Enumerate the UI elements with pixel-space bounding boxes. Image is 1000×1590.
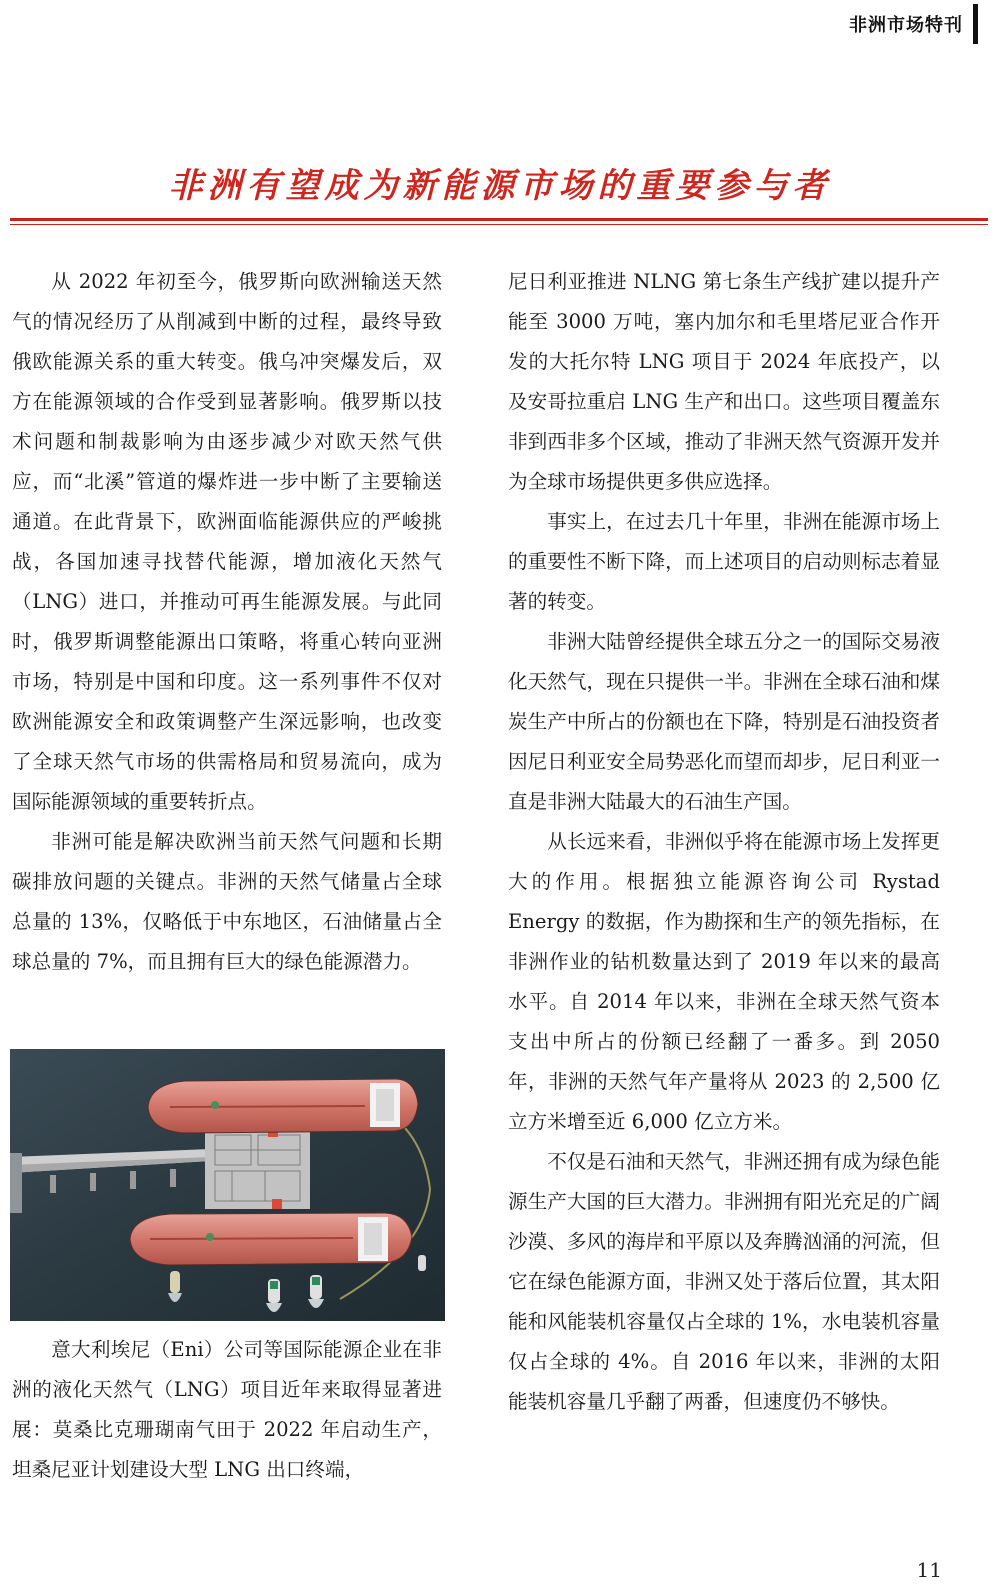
paragraph: 从 2022 年初至今，俄罗斯向欧洲输送天然气的情况经历了从削减到中断的过程，最终导致俄欧能源关系的重大转变。俄乌冲突爆发后，双方在能源领域的合作受到显著影响。俄罗斯以技术问题和制裁影响为由逐步减少对欧天然气供应，而“北溪”管道的爆炸进一步中断了主要输送通道。在此背景下，欧洲面临能源供应的严峻挑战，各国加速寻找替代能源，增加液化天然气（LNG）进口，并推动可再生能源发展。与此同时，俄罗斯调整能源出口策略，将重心转向亚洲市场，特别是中国和印度。这一系列事件不仅对欧洲能源安全和政策调整产生深远影响，也改变了全球天然气市场的供需格局和贸易流向，成为国际能源领域的重要转折点。 [12, 270, 442, 813]
paragraph-continued: 尼日利亚推进 NLNG 第七条生产线扩建以提升产能至 3000 万吨，塞内加尔和毛里塔尼亚合作开发的大托尔特 LNG 项目于 2024 年底投产，以及安哥拉重启 LNG 生产和出口。这些项目覆盖东非到西非多个区域，推动了非洲天然气资源开发并为全球市场提供更多供应选择。 [508, 270, 940, 493]
section-label: 非洲市场特刊 [849, 15, 963, 36]
paragraph: 从长远来看，非洲似乎将在能源市场上发挥更大的作用。根据独立能源咨询公司 Rystad Energy 的数据，作为勘探和生产的领先指标，在非洲作业的钻机数量达到了 2019 年以来的最高水平。自 2014 年以来，非洲在全球天然气资本支出中所占的份额已经翻了一番多。到 2050 年，非洲的天然气年产量将从 2023 的 2,500 亿立方米增至近 6,000 亿立方米。 [508, 830, 940, 1133]
header-bar-divider [973, 4, 978, 44]
paragraph: 非洲可能是解决欧洲当前天然气问题和长期碳排放问题的关键点。非洲的天然气储量占全球总量的 13%，仅略低于中东地区，石油储量占全球总量的 7%，而且拥有巨大的绿色能源潜力。 [12, 830, 442, 973]
paragraph: 不仅是石油和天然气，非洲还拥有成为绿色能源生产大国的巨大潜力。非洲拥有阳光充足的广阔沙漠、多风的海岸和平原以及奔腾汹涌的河流，但它在绿色能源方面，非洲又处于落后位置，其太阳能和风能装机容量仅占全球的 1%，水电装机容量仅占全球的 4%。自 2016 年以来，非洲的太阳能装机容量几乎翻了两番，但速度仍不够快。 [508, 1150, 940, 1413]
title-rule-thin [10, 224, 988, 225]
paragraph: 非洲大陆曾经提供全球五分之一的国际交易液化天然气，现在只提供一半。非洲在全球石油和煤炭生产中所占的份额也在下降，特别是石油投资者因尼日利亚安全局势恶化而望而却步，尼日利亚一直是非洲大陆最大的石油生产国。 [508, 630, 940, 813]
title-rule-thick [10, 218, 988, 221]
paragraph: 意大利埃尼（Eni）公司等国际能源企业在非洲的液化天然气（LNG）项目近年来取得显著进展：莫桑比克珊瑚南气田于 2022 年启动生产，坦桑尼亚计划建设大型 LNG 出口终端， [12, 1338, 442, 1481]
lng-tanker-aerial-image [10, 1049, 445, 1321]
left-column-bottom [12, 1330, 442, 1490]
article-title: 非洲有望成为新能源市场的重要参与者 [168, 166, 832, 206]
section-header [849, 4, 978, 44]
page-number: 11 [916, 1558, 942, 1582]
paragraph: 事实上，在过去几十年里，非洲在能源市场上的重要性不断下降，而上述项目的启动则标志着显著的转变。 [508, 510, 940, 613]
left-column-top [12, 262, 442, 982]
right-column [508, 262, 940, 1422]
lng-tanker-photo [10, 1049, 445, 1321]
